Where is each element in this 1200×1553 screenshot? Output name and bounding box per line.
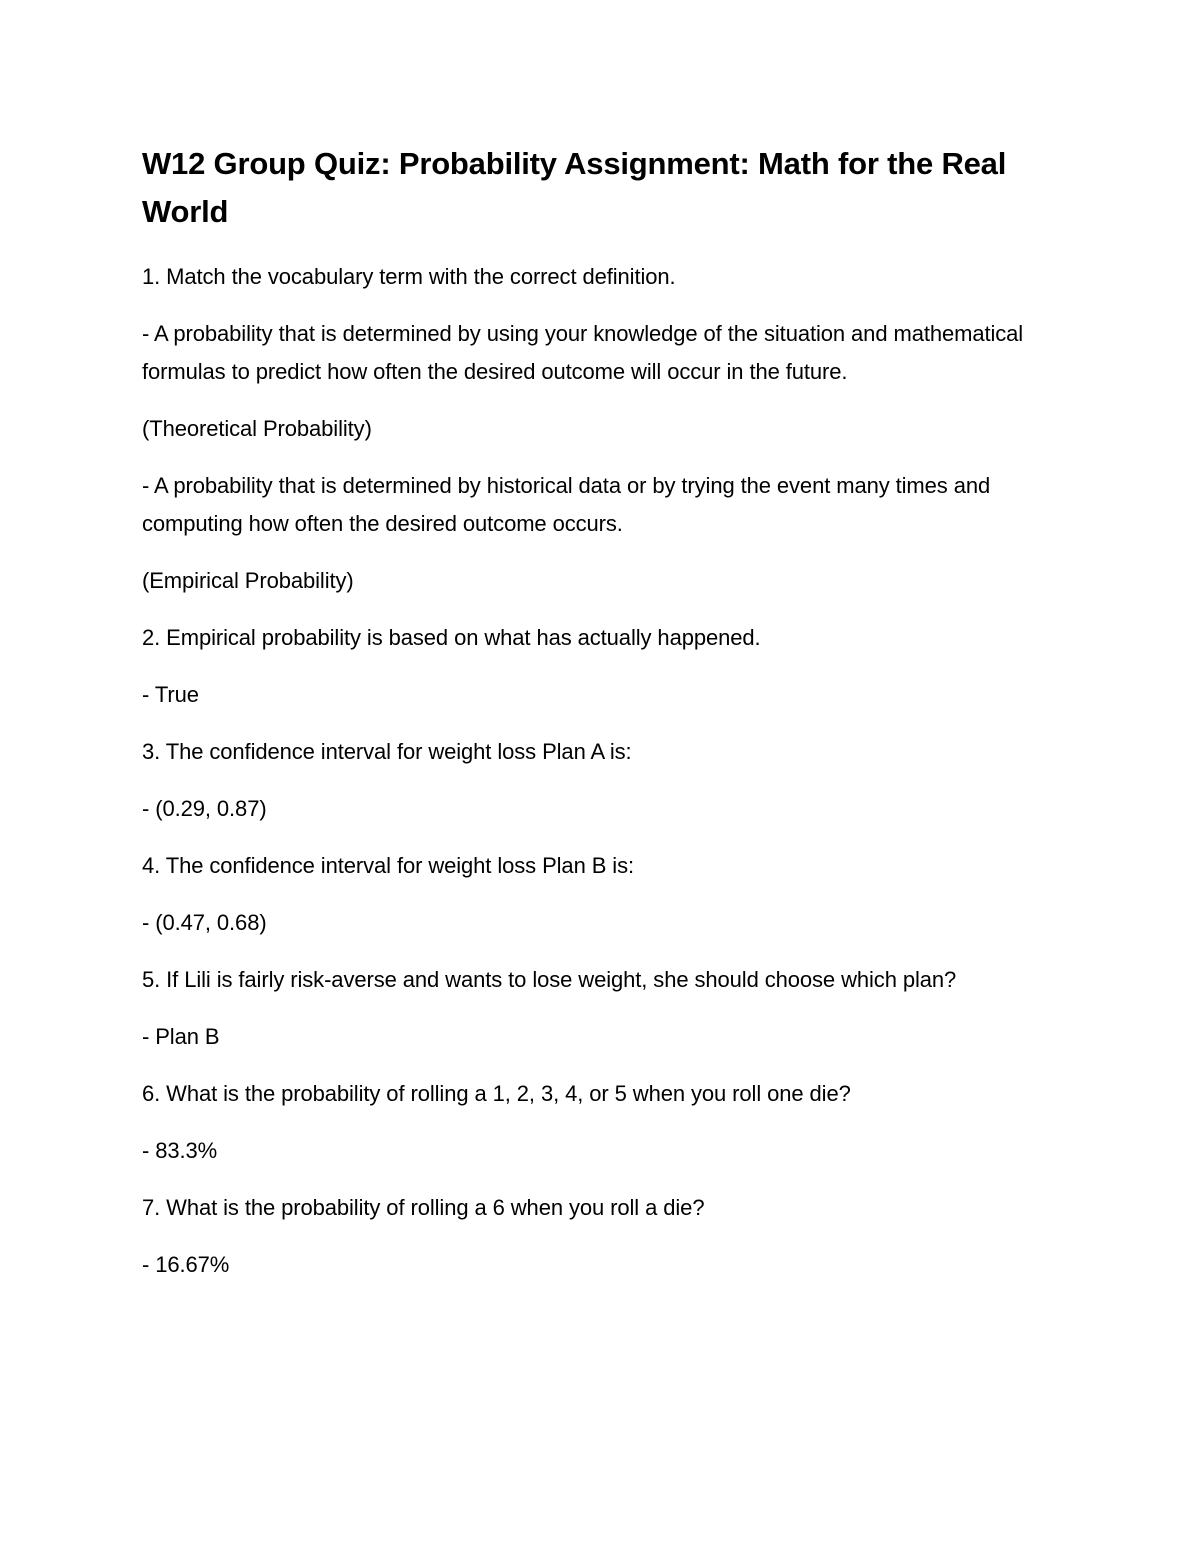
document-title: W12 Group Quiz: Probability Assignment: Math for the Real World [142, 146, 1007, 229]
question-4: 4. The confidence interval for weight loss Plan B is: [142, 853, 634, 878]
answer-7: - 16.67% [142, 1252, 230, 1277]
definition-empirical: - A probability that is determined by historical data or by trying the event many times and computing how often the desired outcome occurs. [142, 473, 991, 536]
question-7: 7. What is the probability of rolling a 6 when you roll a die? [142, 1195, 705, 1220]
answer-4: - (0.47, 0.68) [142, 910, 267, 935]
answer-5: - Plan B [142, 1024, 220, 1049]
question-5: 5. If Lili is fairly risk-averse and wants to lose weight, she should choose which plan? [142, 967, 957, 992]
answer-3: - (0.29, 0.87) [142, 796, 267, 821]
question-2: 2. Empirical probability is based on what has actually happened. [142, 625, 761, 650]
question-1: 1. Match the vocabulary term with the correct definition. [142, 264, 676, 289]
answer-6: - 83.3% [142, 1138, 218, 1163]
question-3: 3. The confidence interval for weight loss Plan A is: [142, 739, 632, 764]
term-theoretical: (Theoretical Probability) [142, 416, 372, 441]
question-6: 6. What is the probability of rolling a 1, 2, 3, 4, or 5 when you roll one die? [142, 1081, 851, 1106]
term-empirical: (Empirical Probability) [142, 568, 354, 593]
definition-theoretical: - A probability that is determined by using your knowledge of the situation and mathematical formulas to predict how often the desired outcome will occur in the future. [142, 321, 1024, 384]
answer-2: - True [142, 682, 199, 707]
document-body [142, 140, 1072, 1303]
